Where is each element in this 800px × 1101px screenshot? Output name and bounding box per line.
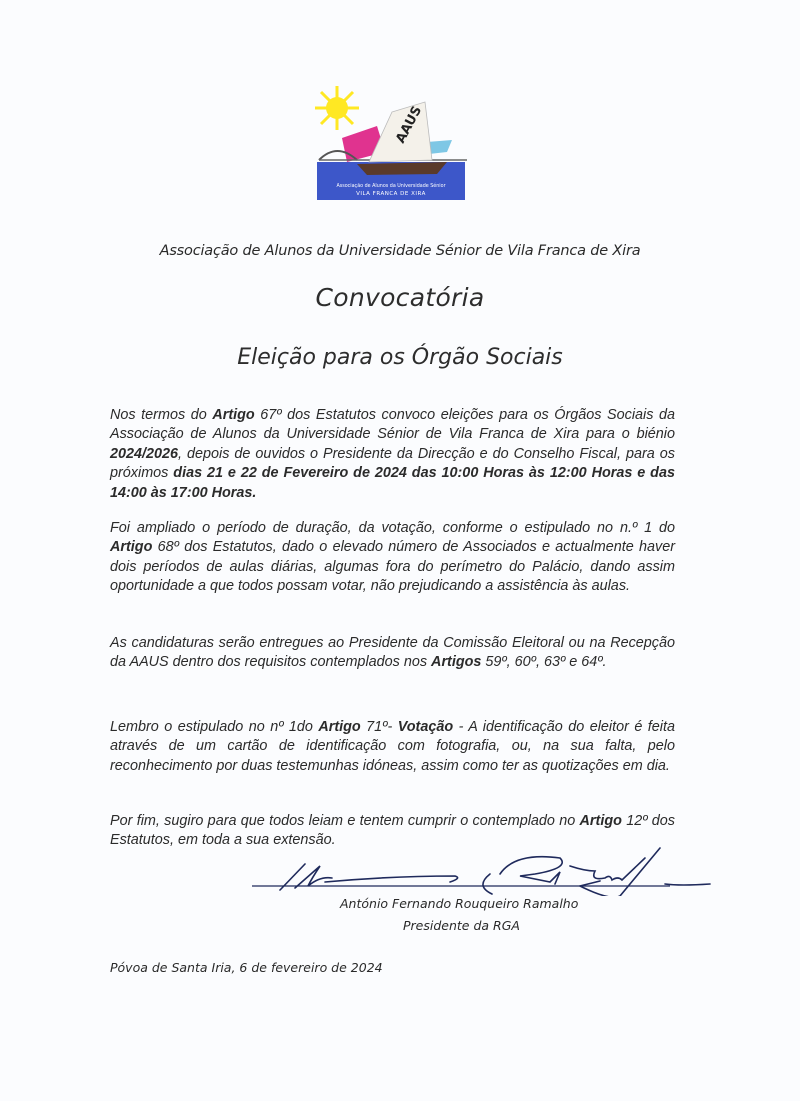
signatory-role: Presidente da RGA	[403, 918, 520, 933]
logo-line-2: VILA FRANCA DE XIRA	[356, 191, 426, 197]
bold-text-run: Votação	[397, 719, 454, 735]
bold-text-run: Artigo	[579, 813, 622, 829]
text-run: 12º dos Estatutos, em toda a sua extensão.	[110, 813, 675, 849]
text-run: 68º dos Estatutos, dado o elevado número de Associados e actualmente haver dois períodos de aulas diárias, algumas fora do perímetro do Palácio, dando assim oportunidade a que todos possam votar, não prejudicando a assistência às aulas.	[110, 539, 675, 595]
place-and-date: Póvoa de Santa Iria, 6 de fevereiro de 2024	[110, 960, 383, 975]
paragraph-convocation	[110, 406, 675, 503]
bold-text-run: Artigo	[110, 539, 153, 556]
paragraph-voting-period	[110, 519, 675, 597]
paragraph-candidacies	[110, 634, 675, 673]
text-run: - A identificação do eleitor é feita através de um cartão de identificação com fotografia, ou, na sua falta, pelo reconhecimento por duas testemunhas idóneas, assim como ter as quotizações em dia.	[110, 719, 675, 774]
text-run: Foi ampliado o período de duração, da votação, conforme o estipulado no n.º 1 do	[110, 520, 675, 536]
paragraph-closing	[110, 812, 675, 851]
text-run: As candidaturas serão entregues ao Presidente da Comissão Eleitoral ou na Recepção da AAUS dentro dos requisitos contemplados nos	[110, 635, 675, 671]
signatory-name: António Fernando Rouqueiro Ramalho	[340, 896, 579, 911]
bold-text-run: Artigo	[318, 719, 361, 735]
document-title: Convocatória	[315, 283, 485, 312]
logo-line-1: Associação de Alunos da Universidade Sénior	[336, 184, 446, 189]
sun-icon	[315, 86, 359, 130]
bold-text-run: dias 21 e 22 de Fevereiro de 2024 das 10:00 Horas às 12:00 Horas e das 14:00 às 17:00 Horas.	[110, 465, 675, 501]
text-run: , depois de ouvidos o Presidente da Direcção e do Conselho Fiscal, para os próximos	[110, 445, 675, 482]
text-run: Por fim, sugiro para que todos leiam e tentem cumprir o contemplado no	[110, 813, 580, 829]
logo-acronym: AAUS	[393, 103, 426, 146]
text-run: 71º-	[360, 719, 398, 735]
paragraph-voter-identification	[110, 718, 675, 776]
text-run: Nos termos do	[110, 407, 213, 423]
text-run: 67º dos Estatutos convoco eleições para os Órgãos Sociais da Associação de Alunos da Universidade Sénior de Vila Franca de Xira para o biénio	[110, 407, 675, 443]
organization-name: Associação de Alunos da Universidade Sénior de Vila Franca de Xira	[159, 243, 641, 259]
text-run: Lembro o estipulado no nº 1do	[110, 719, 319, 735]
text-run: 59º, 60º, 63º e 64º.	[481, 654, 607, 671]
document-subtitle: Eleição para os Órgão Sociais	[237, 345, 563, 370]
bold-text-run: Artigos	[431, 654, 482, 671]
bold-text-run: 2024/2026	[110, 445, 179, 462]
bold-text-run: Artigo	[212, 407, 255, 423]
handwritten-signature	[250, 846, 720, 896]
boat-hull	[357, 162, 447, 175]
aaus-logo	[307, 82, 483, 202]
